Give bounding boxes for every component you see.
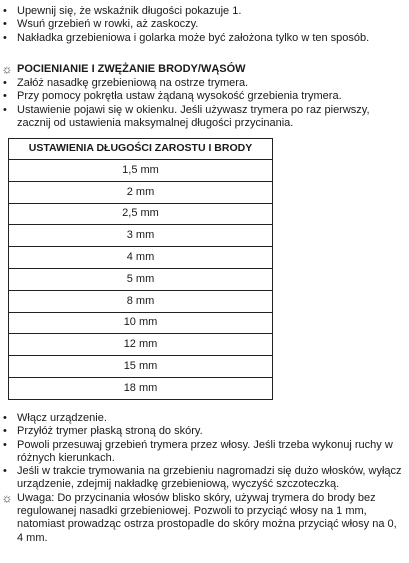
table-cell: 3 mm	[9, 225, 273, 247]
section-bullet-list	[0, 77, 405, 130]
table-row	[9, 268, 273, 290]
table-row	[9, 377, 273, 399]
table-row	[9, 181, 273, 203]
table-header-row	[9, 139, 273, 160]
list-item: • Upewnij się, że wskaźnik długości pokazuje 1.	[0, 5, 405, 18]
list-item: • Załóż nasadkę grzebieniową na ostrze trymera.	[0, 77, 405, 90]
list-item: • Nakładka grzebieniowa i golarka może być założona tylko w ten sposób.	[0, 32, 405, 45]
table-cell: 4 mm	[9, 247, 273, 269]
table-row	[9, 290, 273, 312]
list-item: • Powoli przesuwaj grzebień trymera przez włosy. Jeśli trzeba wykonuj ruchy w różnych kierunkach.	[0, 439, 405, 466]
list-item: • Przyłóż trymer płaską stroną do skóry.	[0, 425, 405, 438]
table-cell: 18 mm	[9, 377, 273, 399]
warning-item	[0, 492, 405, 545]
table-row	[9, 334, 273, 356]
length-settings-table	[8, 138, 273, 400]
section-heading-text: POCIENIANIE I ZWĘŻANIE BRODY/WĄSÓW	[17, 63, 246, 75]
table-cell: 12 mm	[9, 334, 273, 356]
table-header: USTAWIENIA DŁUGOŚCI ZAROSTU I BRODY	[9, 139, 273, 160]
table-cell: 10 mm	[9, 312, 273, 334]
top-bullet-list	[0, 5, 405, 45]
list-item: • Przy pomocy pokrętła ustaw żądaną wysokość grzebienia trymera.	[0, 90, 405, 103]
table-cell: 1,5 mm	[9, 160, 273, 182]
sun-star-icon: ☼	[1, 62, 13, 76]
table-row	[9, 203, 273, 225]
bottom-bullet-list	[0, 412, 405, 545]
warning-text: Uwaga: Do przycinania włosów blisko skóry, używaj trymera do brody bez regulowanej nasadki grzebieniowej. Pozwoli to przyciąć włosy na 1 mm, natomiast prowadząc ostrza prostopadle do skóry można przyciąć włosy na 0, 4 mm.	[17, 491, 397, 544]
table-cell: 5 mm	[9, 268, 273, 290]
list-item: • Jeśli w trakcie trymowania na grzebieniu nagromadzi się dużo włosków, wyłącz urządzenie, zdejmij nakładkę grzebieniową, wyczyść szczoteczką.	[0, 465, 405, 492]
table-row	[9, 312, 273, 334]
table-row	[9, 356, 273, 378]
table-cell: 2 mm	[9, 181, 273, 203]
section-heading	[0, 63, 409, 76]
table-cell: 15 mm	[9, 356, 273, 378]
table-cell: 2,5 mm	[9, 203, 273, 225]
table-row	[9, 160, 273, 182]
table-cell: 8 mm	[9, 290, 273, 312]
list-item: • Ustawienie pojawi się w okienku. Jeśli używasz trymera po raz pierwszy, zacznij od ustawienia maksymalnej długości przycinania.	[0, 104, 405, 131]
list-item: • Włącz urządzenie.	[0, 412, 405, 425]
sun-star-icon: ☼	[1, 490, 13, 505]
table-row	[9, 225, 273, 247]
table-row	[9, 247, 273, 269]
list-item: • Wsuń grzebień w rowki, aż zaskoczy.	[0, 18, 405, 31]
